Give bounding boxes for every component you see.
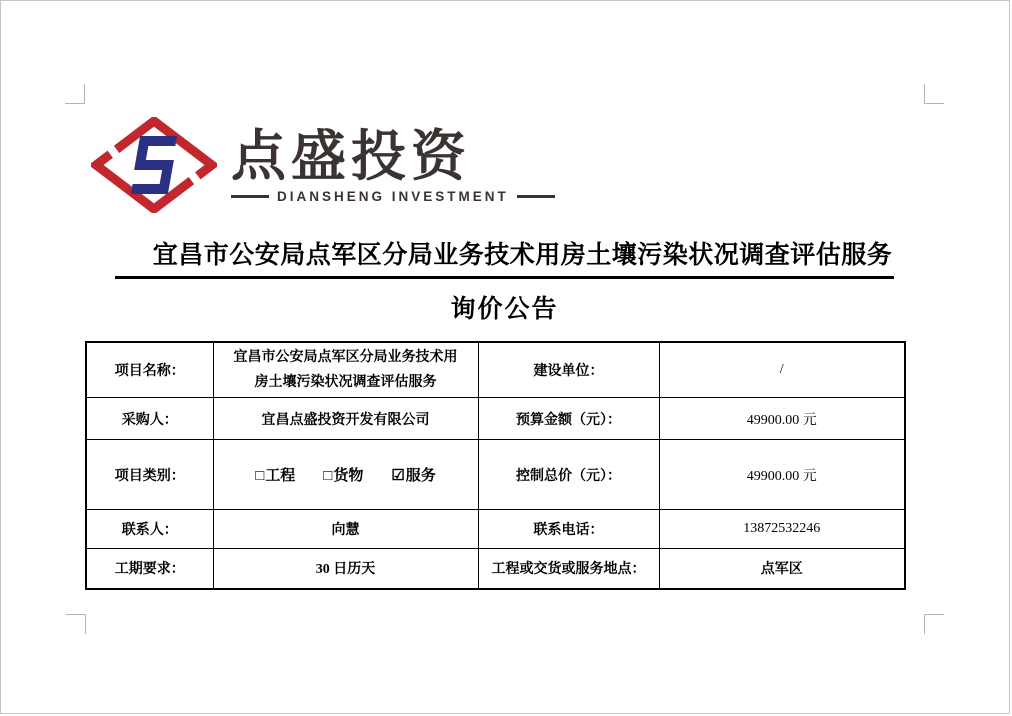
checkbox-option-engineering [255, 464, 295, 485]
label-contact-phone: 联系电话： [478, 510, 659, 549]
table-row-contact [86, 510, 905, 549]
value-project-name-line1: 宜昌市公安局点军区分局业务技术用 [233, 350, 458, 365]
label-project-name: 项目名称： [86, 342, 213, 398]
value-project-name-line2: 房土壤污染状况调查评估服务 [254, 375, 437, 390]
value-service-location: 点军区 [659, 549, 905, 589]
checkbox-unchecked-icon: □ [255, 468, 265, 484]
value-duration-requirement: 30 日历天 [213, 549, 478, 589]
document-subtitle: 询价公告 [450, 296, 559, 323]
label-budget-amount: 预算金额（元）： [478, 398, 659, 440]
margin-mark-top-left [65, 84, 85, 104]
logo-brand-en: DIANSHENG INVESTMENT [277, 188, 509, 204]
company-logo [91, 117, 555, 213]
table-row-purchaser [86, 398, 905, 440]
value-project-name [213, 342, 478, 398]
label-duration-requirement: 工期要求： [86, 549, 213, 589]
document-title-text: 宜昌市公安局点军区分局业务技术用房土壤污染状况调查评估服务 [115, 235, 895, 279]
checkbox-option-services-label: 服务 [405, 468, 436, 484]
value-purchaser: 宜昌点盛投资开发有限公司 [213, 398, 478, 440]
table-row-duration [86, 549, 905, 589]
label-service-location: 工程或交货或服务地点： [478, 549, 659, 589]
checkbox-option-engineering-label: 工程 [265, 468, 296, 484]
label-construction-unit: 建设单位： [478, 342, 659, 398]
margin-mark-bottom-left [66, 614, 86, 634]
checkbox-option-goods-label: 货物 [333, 468, 364, 484]
label-project-category: 项目类别： [86, 440, 213, 510]
label-control-price: 控制总价（元）： [478, 440, 659, 510]
checkbox-option-goods [323, 464, 363, 485]
checkbox-unchecked-icon: □ [323, 468, 333, 484]
logo-left-dash [231, 195, 269, 198]
margin-mark-bottom-right [924, 614, 944, 634]
diamond-s-logo-icon [91, 117, 217, 213]
checkbox-option-services [391, 464, 435, 485]
margin-mark-top-right [924, 84, 944, 104]
checkbox-checked-icon: ☑ [391, 468, 405, 484]
value-project-category [213, 440, 478, 510]
document-title [85, 234, 924, 279]
table-row-project-category [86, 440, 905, 510]
value-construction-unit: / [659, 342, 905, 398]
table-row-project-name [86, 342, 905, 398]
logo-right-dash [517, 195, 555, 198]
logo-brand-cn: 点盛投资 [231, 124, 472, 187]
value-control-price: 49900.00 元 [659, 440, 905, 510]
value-contact-person: 向慧 [213, 510, 478, 549]
project-info-table [85, 341, 906, 590]
value-contact-phone: 13872532246 [659, 510, 905, 549]
label-contact-person: 联系人： [86, 510, 213, 549]
value-budget-amount: 49900.00 元 [659, 398, 905, 440]
label-purchaser: 采购人： [86, 398, 213, 440]
